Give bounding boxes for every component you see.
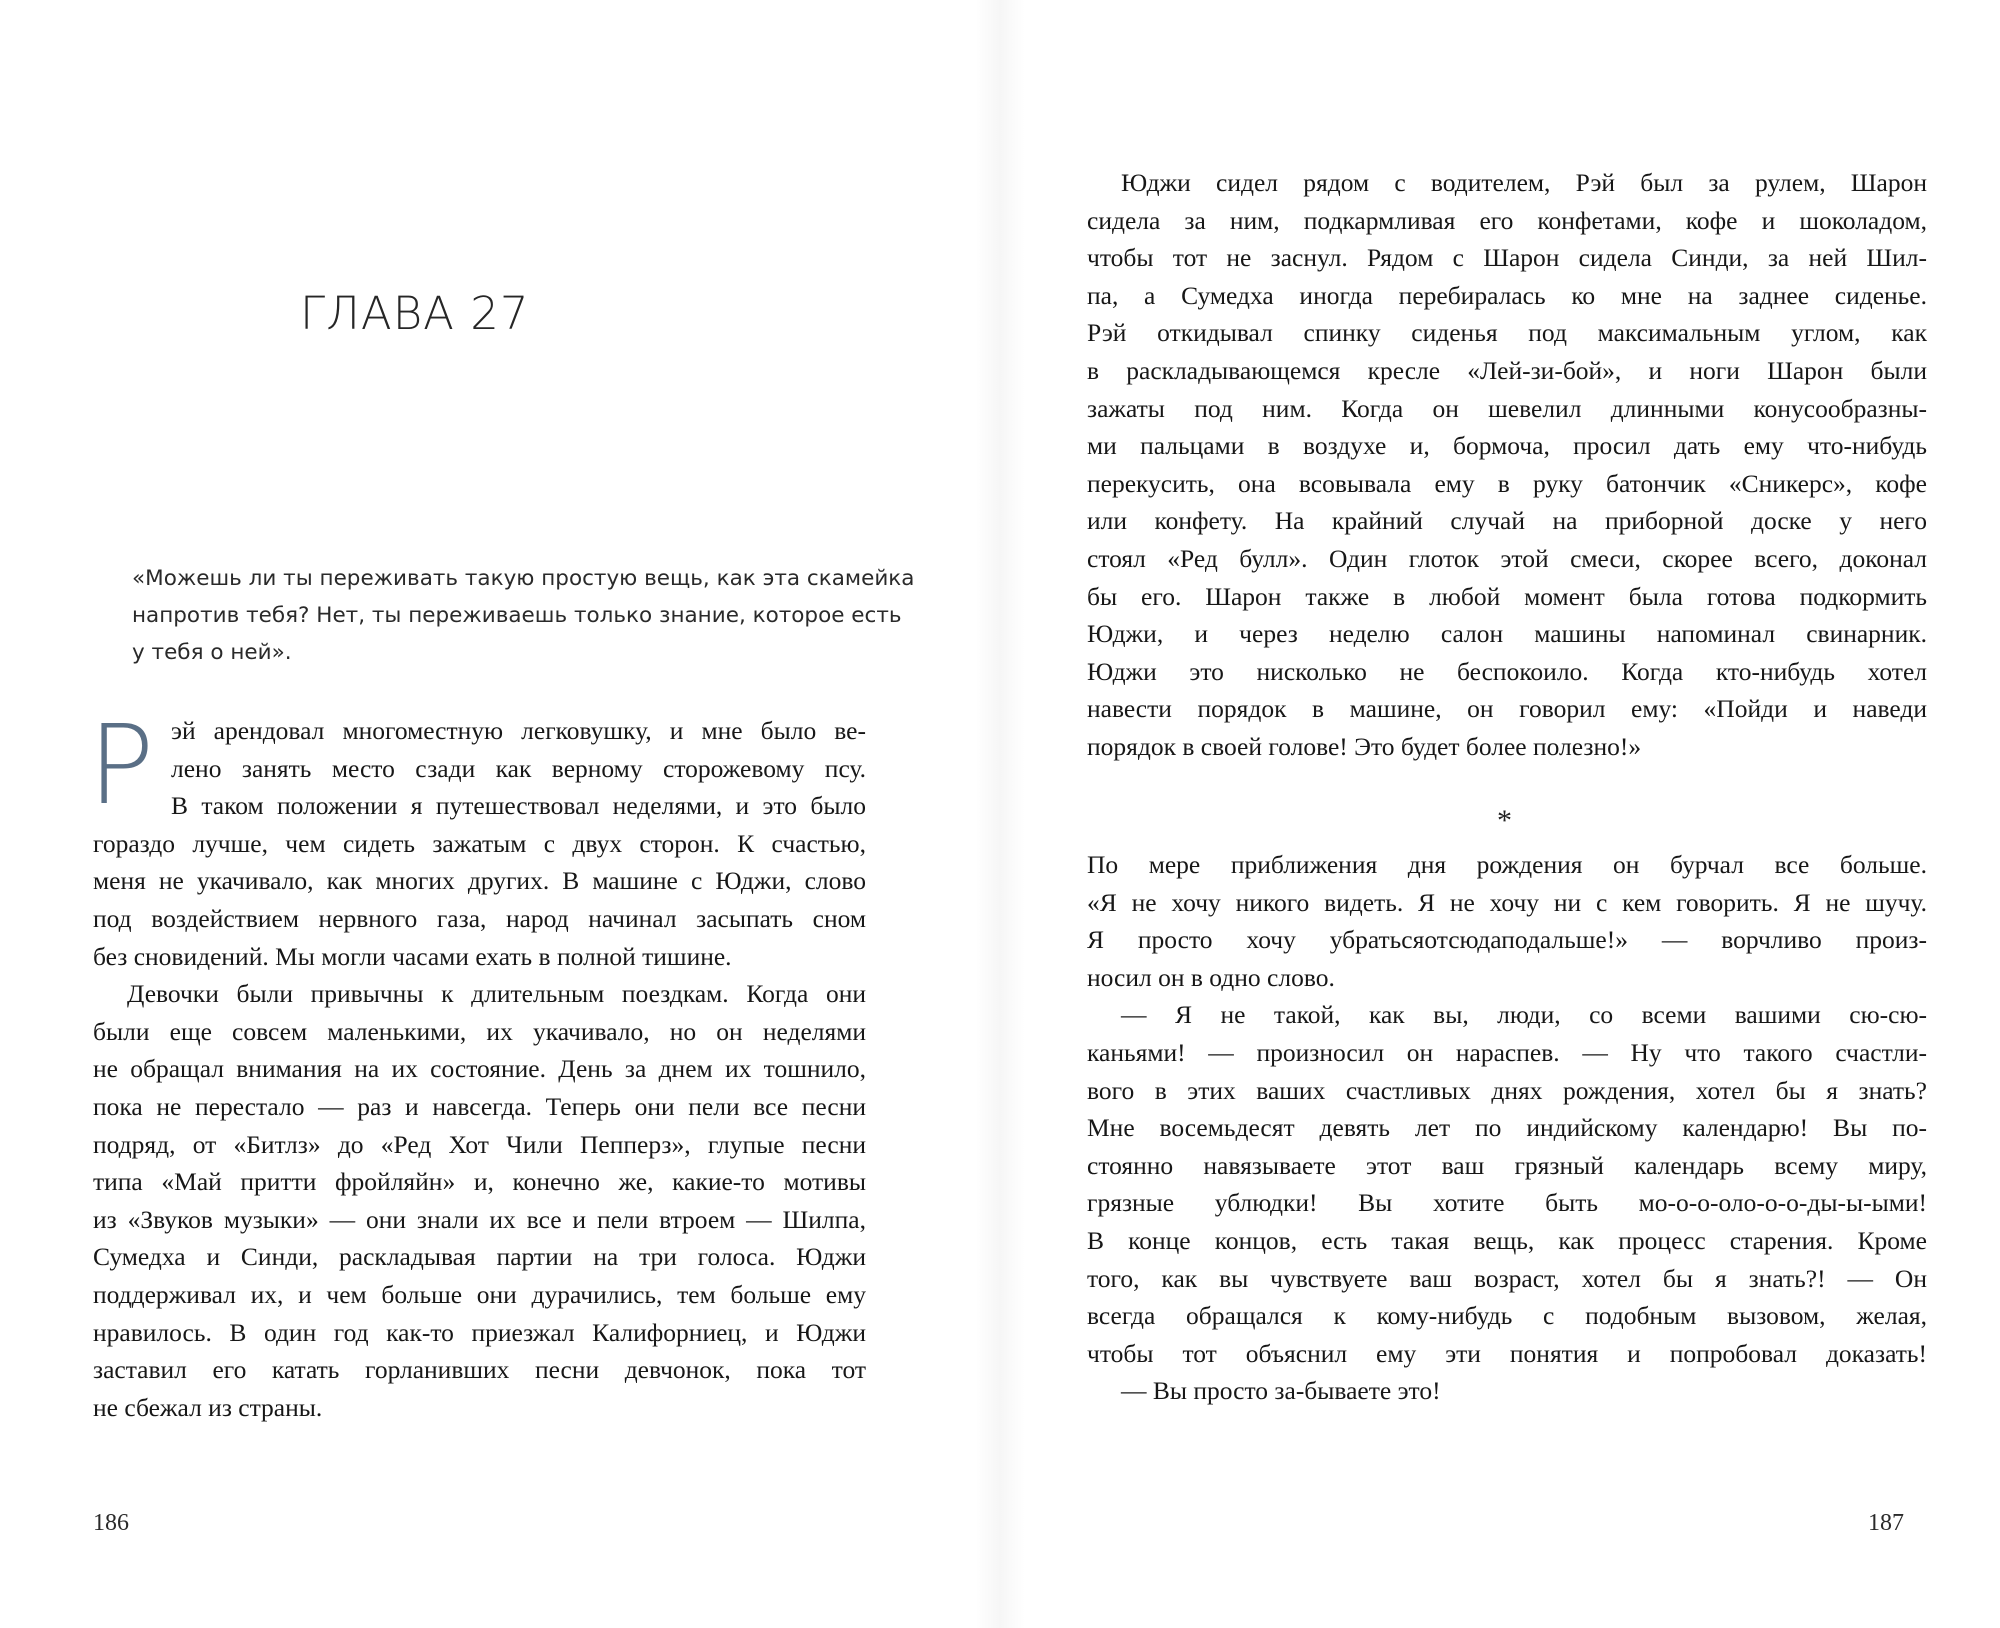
body-line: чтобы тот не заснул. Рядом с Шарон сидела Синди, за ней Шил- <box>1087 243 1927 273</box>
body-line: без сновидений. Мы могли часами ехать в полной тишине. <box>93 941 732 971</box>
body-line: сидела за ним, подкармливая его конфетами, кофе и шоколадом, <box>1087 205 1927 235</box>
body-line: не обращал внимания на их состояние. День за днем их тошнило, <box>93 1054 866 1084</box>
left-body-text <box>93 712 866 1426</box>
page-number-left: 186 <box>93 1510 129 1536</box>
body-line: «Я не хочу никого видеть. Я не хочу ни с кем говорить. Я не шучу. <box>1087 887 1927 917</box>
body-line: лено занять место сзади как верному сторожевому псу. <box>171 753 866 783</box>
body-line: зажаты под ним. Когда он шевелил длинными конусообразны- <box>1087 393 1927 423</box>
body-line: Сумедха и Синди, раскладывая партии на три голоса. Юджи <box>93 1242 866 1272</box>
body-line: В таком положении я путешествовал неделями, и это было <box>171 791 866 821</box>
body-line: грязные ублюдки! Вы хотите быть мо-о-о-оло-о-о-ды-ы-ыми! <box>1087 1188 1927 1218</box>
body-line: порядок в своей голове! Это будет более полезно!» <box>1087 731 1642 761</box>
body-line: в раскладывающемся кресле «Лей-зи-бой», и ноги Шарон были <box>1087 355 1927 385</box>
body-line: Я просто хочу убратьсяотсюдаподальше!» — ворчливо произ- <box>1087 925 1927 955</box>
body-line: эй арендовал многоместную легковушку, и мне было ве- <box>171 716 866 745</box>
body-line: пока не перестало — раз и навсегда. Теперь они пели все песни <box>93 1091 866 1121</box>
body-line: не сбежал из страны. <box>93 1392 323 1422</box>
body-line: бы его. Шарон также в любой момент была готова подкормить <box>1087 581 1927 611</box>
body-line: В конце концов, есть такая вещь, как процесс старения. Кроме <box>1087 1225 1927 1255</box>
epigraph-line: у тебя о ней». <box>132 640 292 665</box>
body-line: из «Звуков музыки» — они знали их все и пели втроем — Шилпа, <box>93 1204 866 1234</box>
body-line: па, а Сумедха иногда перебиралась ко мне на заднее сиденье. <box>1087 280 1927 310</box>
body-line: гораздо лучше, чем сидеть зажатым с двух сторон. К счастью, <box>93 828 866 858</box>
body-line: были еще совсем маленькими, их укачивало, но он неделями <box>93 1016 866 1046</box>
body-line: вого в этих ваших счастливых днях рождения, хотел бы я знать? <box>1087 1075 1927 1105</box>
body-line: типа «Май притти фройляйн» и, конечно же, какие-то мотивы <box>93 1167 866 1197</box>
epigraph <box>132 560 915 671</box>
body-line: заставил его катать горланивших песни девчонок, пока тот <box>93 1355 866 1385</box>
body-line: стоянно навязываете этот ваш грязный календарь всему миру, <box>1087 1150 1927 1180</box>
drop-cap: Р <box>88 701 155 829</box>
body-line: каньями! — произносил он нараспев. — Ну что такого счастли- <box>1087 1037 1927 1067</box>
body-line: всегда обращался к кому-нибудь с подобным вызовом, желая, <box>1087 1301 1927 1331</box>
chapter-title: ГЛАВА 27 <box>300 287 530 340</box>
body-line: под воздействием нервного газа, народ начинал засыпать сном <box>93 903 866 933</box>
body-line: или конфету. На крайний случай на приборной доске у него <box>1087 506 1927 536</box>
body-line: ми пальцами в воздухе и, бормоча, просил дать ему что-нибудь <box>1087 431 1927 461</box>
body-line: Юджи это нисколько не беспокоило. Когда кто-нибудь хотел <box>1087 656 1927 686</box>
body-line: стоял «Ред булл». Один глоток этой смеси, скорее всего, доконал <box>1087 543 1927 573</box>
body-line: чтобы тот объяснил ему эти понятия и попробовал доказать! <box>1087 1338 1927 1368</box>
section-separator: * <box>1497 804 1512 837</box>
right-body-text-2 <box>1087 846 1927 1410</box>
epigraph-line: «Можешь ли ты переживать такую простую вещь, как эта скамейка <box>132 566 915 591</box>
body-line: того, как вы чувствуете ваш возраст, хотел бы я знать?! — Он <box>1087 1263 1927 1293</box>
body-line: нравилось. В один год как-то приезжал Калифорниец, и Юджи <box>93 1317 866 1347</box>
body-line: — Я не такой, как вы, люди, со всеми вашими сю-сю- <box>1121 1000 1927 1030</box>
body-line: Рэй откидывал спинку сиденья под максимальным углом, как <box>1087 318 1927 348</box>
page-number-right: 187 <box>1868 1510 1904 1536</box>
body-line: носил он в одно слово. <box>1087 962 1335 992</box>
body-line: Мне восемьдесят девять лет по индийскому календарю! Вы по- <box>1087 1113 1927 1143</box>
body-line: перекусить, она всовывала ему в руку батончик «Сникерс», кофе <box>1087 468 1927 498</box>
body-line: Юджи, и через неделю салон машины напоминал свинарник. <box>1087 619 1927 649</box>
body-line: По мере приближения дня рождения он бурчал все больше. <box>1087 850 1927 879</box>
body-line: подряд, от «Битлз» до «Ред Хот Чили Пепперз», глупые песни <box>93 1129 866 1159</box>
right-body-text <box>1087 164 1927 766</box>
body-line: навести порядок в машине, он говорил ему: «Пойди и наведи <box>1087 694 1927 724</box>
body-line: меня не укачивало, как многих других. В машине с Юджи, слово <box>93 866 866 896</box>
body-line: Девочки были привычны к длительным поездкам. Когда они <box>127 979 866 1009</box>
body-line: поддерживал их, и чем больше они дурачились, тем больше ему <box>93 1279 866 1309</box>
body-line: — Вы просто за-бываете это! <box>1121 1376 1441 1406</box>
epigraph-line: напротив тебя? Нет, ты переживаешь только знание, которое есть <box>132 603 902 628</box>
body-line: Юджи сидел рядом с водителем, Рэй был за рулем, Шарон <box>1121 168 1927 197</box>
